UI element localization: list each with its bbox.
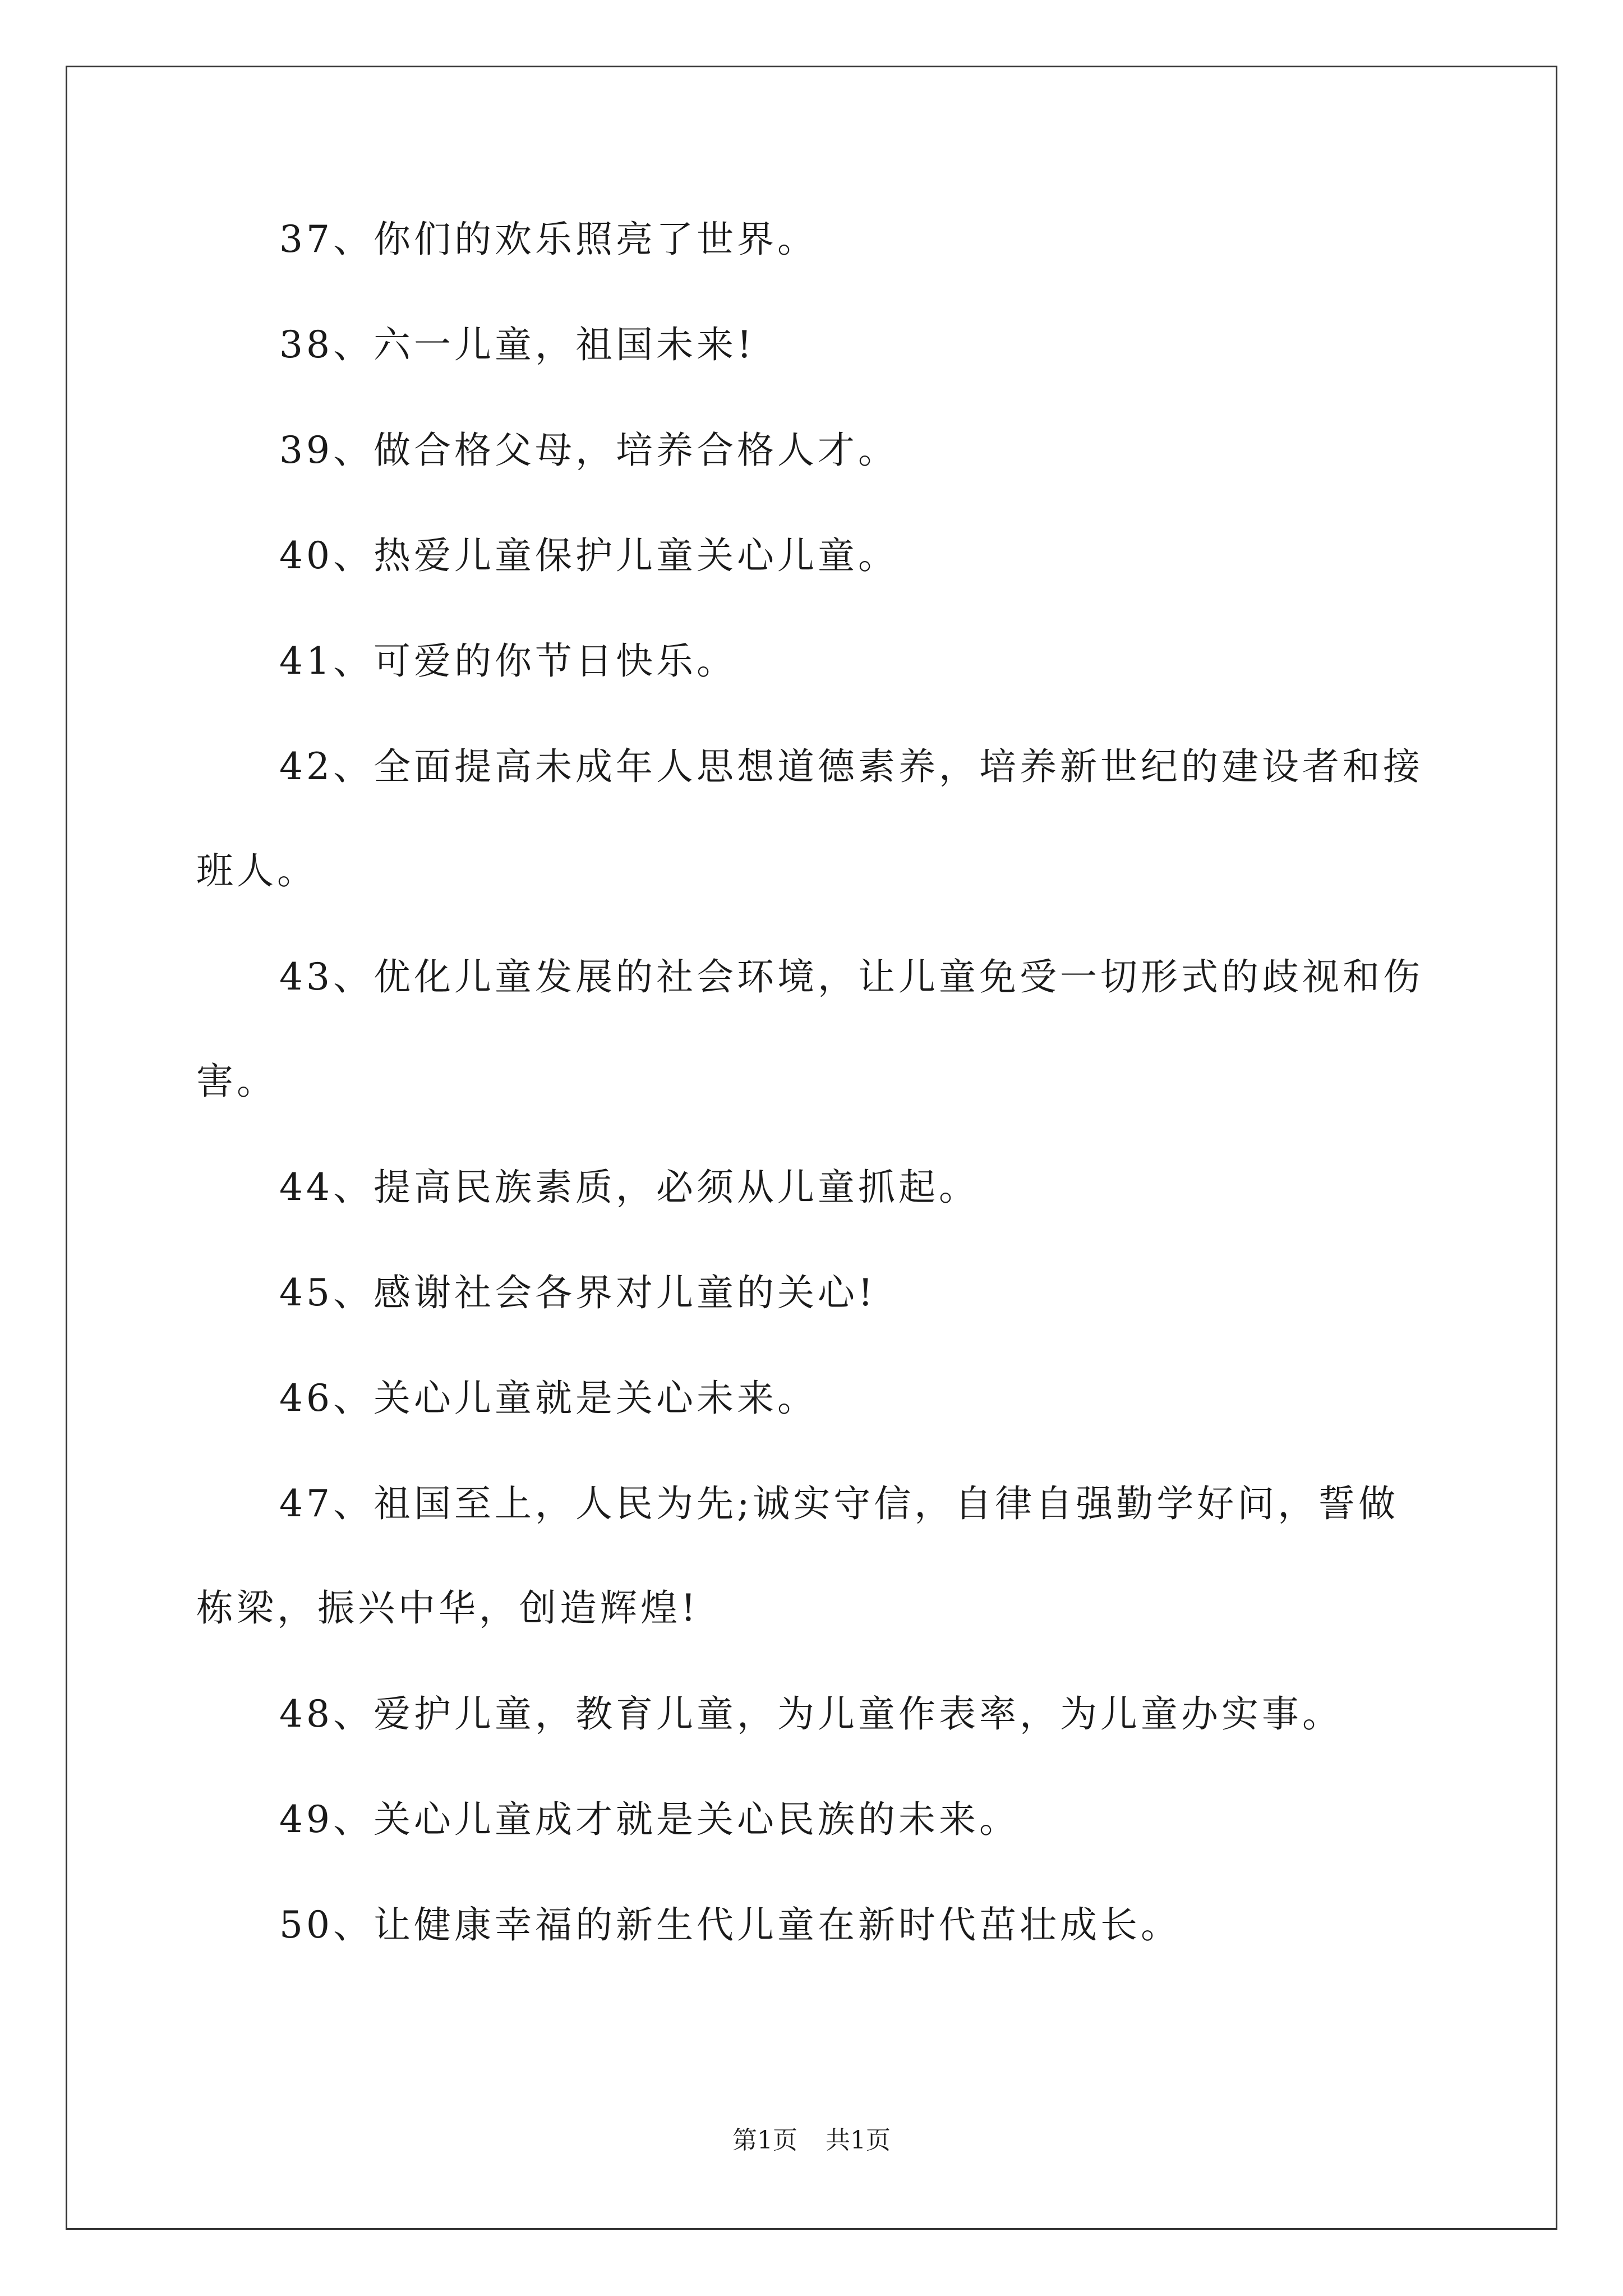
paragraph-39: 39、做合格父母，培养合格人才。 xyxy=(279,429,898,472)
paragraph-47: 47、祖国至上，人民为先;诚实守信，自律自强勤学好问，誓做栋梁，振兴中华，创造辉煌! xyxy=(196,1482,1399,1630)
paragraph-43: 43、优化儿童发展的社会环境，让儿童免受一切形式的歧视和伤害。 xyxy=(196,955,1423,1103)
paragraph-46: 46、关心儿童就是关心未来。 xyxy=(279,1377,818,1420)
paragraph-37: 37、你们的欢乐照亮了世界。 xyxy=(279,218,818,261)
paragraph-50: 50、让健康幸福的新生代儿童在新时代茁壮成长。 xyxy=(279,1903,1181,1947)
page-number: 第1页 xyxy=(732,2126,797,2155)
paragraph-41: 41、可爱的你节日快乐。 xyxy=(279,639,737,683)
paragraph-40: 40、热爱儿童保护儿童关心儿童。 xyxy=(279,534,898,577)
paragraph-38: 38、六一儿童，祖国未来! xyxy=(279,323,755,366)
paragraph-42: 42、全面提高未成年人思想道德素养，培养新世纪的建设者和接班人。 xyxy=(196,745,1423,892)
page-total: 共1页 xyxy=(826,2126,891,2155)
document-body xyxy=(196,213,1430,2004)
page-footer xyxy=(0,2125,1623,2156)
paragraph-45: 45、感谢社会各界对儿童的关心! xyxy=(279,1271,877,1314)
paragraph-48: 48、爱护儿童，教育儿童，为儿童作表率，为儿童办实事。 xyxy=(279,1692,1343,1736)
paragraph-49: 49、关心儿童成才就是关心民族的未来。 xyxy=(279,1798,1020,1841)
paragraph-44: 44、提高民族素质，必须从儿童抓起。 xyxy=(279,1166,979,1209)
